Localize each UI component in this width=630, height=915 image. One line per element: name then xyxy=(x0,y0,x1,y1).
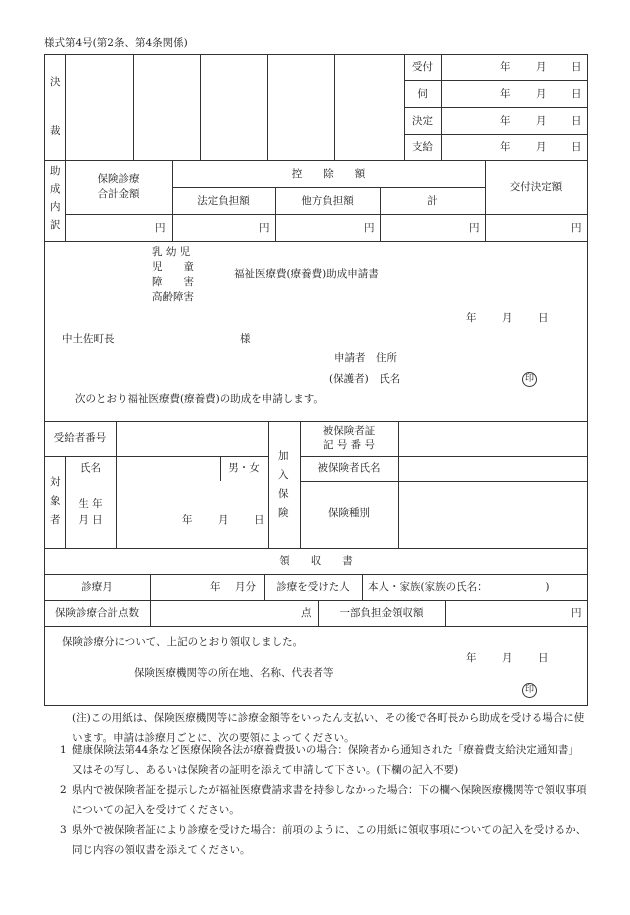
grid-line xyxy=(44,160,588,161)
subject-side-label: 象 xyxy=(50,495,61,507)
approval-row-label: 受付 xyxy=(412,61,433,73)
category-infant: 乳 幼 児 xyxy=(152,246,191,258)
date-day: 日 xyxy=(571,88,582,100)
application-statement: 次のとおり福祉医療費(療養費)の助成を申請します。 xyxy=(75,393,324,405)
date-day: 日 xyxy=(571,141,582,153)
approval-side-label: 決 xyxy=(50,76,61,88)
approval-row-label: 伺 xyxy=(417,88,428,100)
grid-line xyxy=(133,54,134,160)
grid-line xyxy=(44,241,588,242)
grid-line xyxy=(65,214,588,215)
breakdown-side-label: 内 xyxy=(50,201,61,213)
grid-line xyxy=(485,160,486,241)
date-day: 日 xyxy=(254,514,265,526)
date-year: 年 xyxy=(466,312,477,324)
application-title: 福祉医療費(療養費)助成申請書 xyxy=(234,268,379,280)
grid-line xyxy=(200,54,201,160)
date-year: 年 xyxy=(500,61,511,73)
note-item: 健康保険法第44条など医療保険各法が療養費扱いの場合：保険者から通知された「療養費支給決定通知書」又はその写し、あるいは保険者の証明を添えて申請して下さい。(下欄の記入不要) xyxy=(72,744,579,776)
date-month: 月 xyxy=(536,88,547,100)
yen-unit: 円 xyxy=(155,222,166,234)
guardian-name-label: (保護者) 氏名 xyxy=(329,373,401,385)
yen-unit: 円 xyxy=(469,222,480,234)
note-number: 1 xyxy=(60,744,67,756)
grid-line xyxy=(362,574,363,600)
date-month: 月 xyxy=(218,514,229,526)
insured-card-label: 記 号 番 号 xyxy=(322,439,375,451)
insurance-type-label: 保険種別 xyxy=(328,507,370,519)
date-year: 年 xyxy=(466,652,477,664)
insured-card-label: 被保険者証 xyxy=(322,425,376,437)
points-unit: 点 xyxy=(301,607,312,619)
grid-line xyxy=(404,80,588,81)
grid-line xyxy=(404,107,588,108)
total-label: 合計金額 xyxy=(97,188,140,200)
grid-line xyxy=(44,456,268,457)
grid-line xyxy=(44,626,588,627)
legal-burden-header: 法定負担額 xyxy=(197,195,250,207)
note-number: 2 xyxy=(60,784,67,796)
date-year: 年 xyxy=(500,115,511,127)
breakdown-side-label: 訳 xyxy=(50,219,61,231)
date-day: 日 xyxy=(538,312,549,324)
birth-label: 生 年 xyxy=(78,498,103,510)
note-item: 県内で被保険者証を提示したが福祉医療費請求書を持参しなかった場合：下の欄へ保険医療機関等で領収事項についての記入を受けてください。 xyxy=(72,784,587,816)
approval-row-label: 決定 xyxy=(412,115,433,127)
yen-unit: 円 xyxy=(571,607,582,619)
honorific: 様 xyxy=(240,333,251,345)
receipt-title: 領 収 書 xyxy=(279,555,353,567)
birth-label: 月 日 xyxy=(78,514,103,526)
grid-line xyxy=(404,134,588,135)
note-item: 県外で被保険者証により診療を受けた場合：前項のように、この用紙に領収事項についての記入を受けるか、同じ内容の領収書を添えてください。 xyxy=(72,824,587,856)
grid-line xyxy=(116,421,117,548)
points-total-label: 保険診療合計点数 xyxy=(55,607,139,619)
patient-value: 本人・家族(家族の氏名： ) xyxy=(368,581,550,593)
visit-year: 年 xyxy=(210,581,221,593)
received-statement: 保険診療分について、上記のとおり領収しました。 xyxy=(62,636,304,648)
grid-line xyxy=(300,481,588,482)
grid-line xyxy=(44,421,588,422)
breakdown-side-label: 助 xyxy=(50,165,61,177)
applicant-address-label: 申請者 住所 xyxy=(334,352,397,364)
date-month: 月 xyxy=(536,115,547,127)
copay-label: 一部負担金領収額 xyxy=(339,607,424,619)
date-year: 年 xyxy=(182,514,193,526)
grid-line xyxy=(587,54,588,705)
grid-line xyxy=(398,421,399,548)
grant-amount-header: 交付決定額 xyxy=(509,181,563,193)
sum-header: 計 xyxy=(427,195,438,207)
insurance-side-label: 保 xyxy=(278,488,289,500)
subject-side-label: 者 xyxy=(50,514,61,526)
form-number: 様式第4号(第2条、第4条関係) xyxy=(44,37,188,49)
gender-option[interactable]: 男・女 xyxy=(228,462,260,474)
category-disability: 障 害 xyxy=(152,276,194,288)
date-year: 年 xyxy=(500,141,511,153)
date-year: 年 xyxy=(500,88,511,100)
grid-line xyxy=(44,600,588,601)
addressee: 中土佐町長 xyxy=(62,333,115,345)
grid-line xyxy=(150,574,151,626)
yen-unit: 円 xyxy=(571,222,582,234)
date-month: 月 xyxy=(536,61,547,73)
grid-line xyxy=(334,54,335,160)
yen-unit: 円 xyxy=(364,222,375,234)
institution-label: 保険医療機関等の所在地、名称、代表者等 xyxy=(134,667,334,679)
grid-line xyxy=(172,187,485,188)
date-month: 月 xyxy=(502,312,513,324)
date-day: 日 xyxy=(571,61,582,73)
date-day: 日 xyxy=(571,115,582,127)
category-child: 児 童 xyxy=(152,261,194,273)
visit-month-part: 月分 xyxy=(235,581,256,593)
grid-line xyxy=(441,54,442,160)
grid-line xyxy=(44,548,588,549)
notes-intro: (注)この用紙は、保険医療機関等に診療金額等をいったん支払い、その後で各町長から助成を受ける場合に使います。申請は診療月ごとに、次の要領によってください。 xyxy=(72,712,585,744)
grid-line xyxy=(65,160,66,241)
recipient-number-label: 受給者番号 xyxy=(53,432,107,444)
grid-line xyxy=(44,54,588,55)
grid-line xyxy=(44,574,588,575)
patient-label: 診療を受けた人 xyxy=(276,581,350,593)
insurance-side-label: 険 xyxy=(278,507,289,519)
category-elderly-disability: 高齢障害 xyxy=(152,291,194,303)
date-day: 日 xyxy=(538,652,549,664)
grid-line xyxy=(300,456,588,457)
deduction-header: 控 除 額 xyxy=(291,168,366,180)
grid-line xyxy=(44,705,588,706)
insurance-side-label: 加 xyxy=(278,450,289,462)
insured-name-label: 被保険者氏名 xyxy=(317,462,381,474)
approval-row-label: 支給 xyxy=(412,141,433,153)
seal-mark: 印 xyxy=(522,372,537,387)
subject-side-label: 対 xyxy=(50,476,61,488)
grid-line xyxy=(268,421,269,548)
yen-unit: 円 xyxy=(259,222,270,234)
name-label: 氏名 xyxy=(80,462,101,474)
approval-side-label: 裁 xyxy=(50,125,61,137)
visit-month-label: 診療月 xyxy=(81,581,113,593)
date-month: 月 xyxy=(502,652,513,664)
total-label: 保険診療 xyxy=(97,173,140,185)
seal-mark: 印 xyxy=(522,683,537,698)
other-burden-header: 他方負担額 xyxy=(301,195,354,207)
grid-line xyxy=(65,54,66,160)
note-number: 3 xyxy=(60,824,67,836)
date-month: 月 xyxy=(536,141,547,153)
breakdown-side-label: 成 xyxy=(50,183,61,195)
grid-line xyxy=(267,54,268,160)
grid-line xyxy=(445,600,446,626)
insurance-side-label: 入 xyxy=(278,469,289,481)
